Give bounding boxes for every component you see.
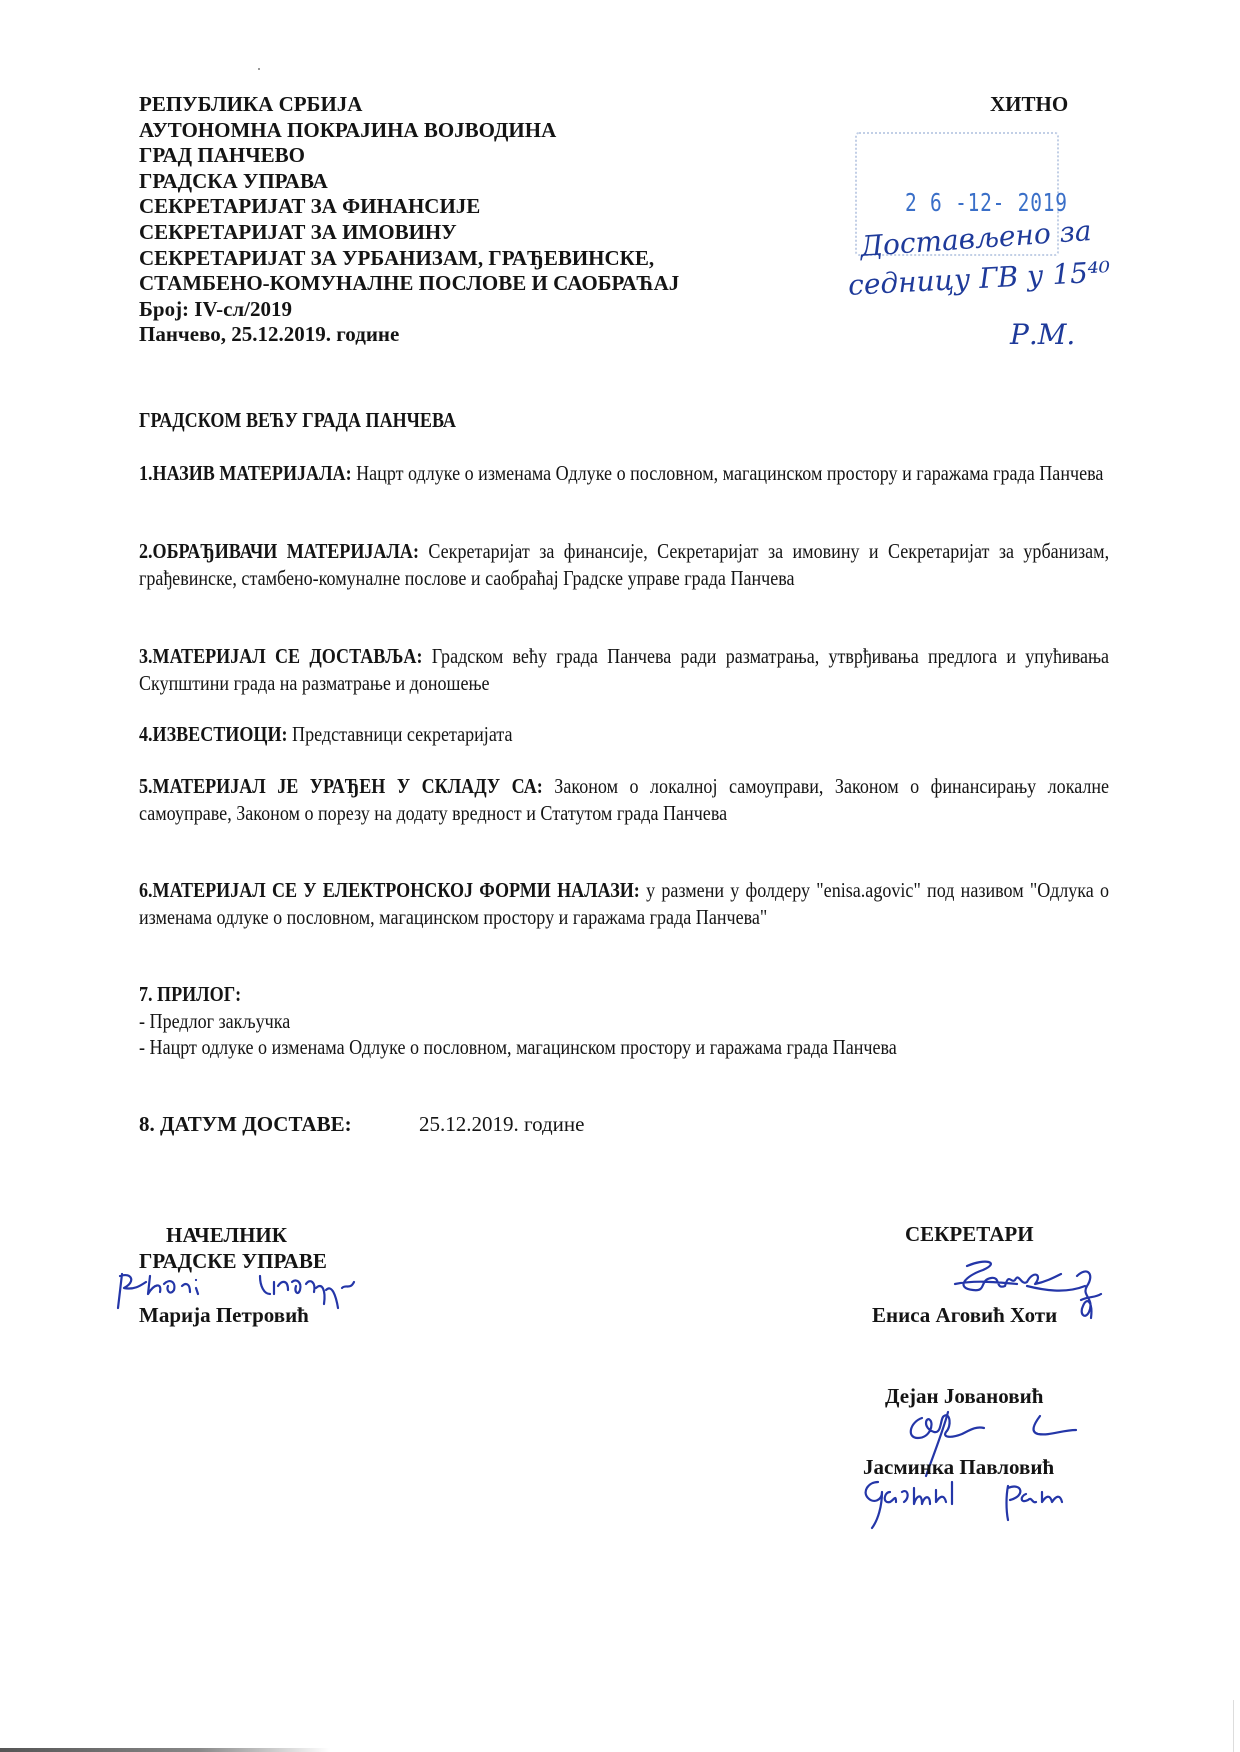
section-text: Градском већу града Панчева ради разматрања, утврђивања предлога и упућивања Скупштини града на разматрање и доношење [139,644,1110,695]
section-delivered-to [139,643,1109,696]
letterhead [139,92,679,348]
signatory-title: НАЧЕЛНИК [166,1223,287,1247]
secretaries-title: СЕКРЕТАРИ [905,1222,1034,1246]
attachment-item: - Нацрт одлуке о изменама Одлуке о пословном, магацинском простору и гаражама града Панчева [139,1035,897,1059]
section-label: 6.МАТЕРИЈАЛ СЕ У ЕЛЕКТРОНСКОЈ ФОРМИ НАЛАЗИ: [139,878,640,902]
handwritten-note: Достављено за [859,213,1093,264]
letterhead-line: АУТОНОМНА ПОКРАЈИНА ВОЈВОДИНА [139,117,557,142]
stamp-date: 2 6 -12- 2019 [905,188,1068,217]
section-text: Представници секретаријата [292,722,513,746]
section-label: 8. ДАТУМ ДОСТАВЕ: [139,1112,352,1136]
document-date: Панчево, 25.12.2019. године [139,322,400,347]
section-text: Законом о локалној самоуправи, Законом о финансирању локалне самоуправе, Законом о порезу на додату вредност и Статутом града Панчева [139,774,1110,825]
letterhead-line: ГРАД ПАНЧЕВО [139,143,305,168]
document-number: Број: IV-сл/2019 [139,296,293,321]
recipient-heading: ГРАДСКОМ ВЕЋУ ГРАДА ПАНЧЕВА [139,408,456,432]
section-text: Секретаријат за финансије, Секретаријат за имовину и Секретаријат за урбанизам, грађевинске, стамбено-комуналне послове и саобраћај Градске управе града Панчева [139,539,1110,590]
handwritten-initials: Р.М. [1010,318,1076,351]
section-label: 1.НАЗИВ МАТЕРИЈАЛА: [139,461,352,485]
section-reporters [139,721,1109,748]
letterhead-line: ГРАДСКА УПРАВА [139,168,328,193]
signatory-title: ГРАДСКЕ УПРАВЕ [139,1249,327,1273]
section-label: 3.МАТЕРИЈАЛ СЕ ДОСТАВЉА: [139,644,423,668]
attachment-item: - Предлог закључка [139,1008,291,1033]
section-text: у размени у фолдеру "enisa.agovic" под називом "Одлука о изменама одлуке о пословном, магацинском простору и гаражама града Панчева" [139,878,1110,929]
section-attachments [139,981,1109,1061]
handwritten-note: седницу ГВ у 15⁴⁰ [847,255,1112,302]
section-text: Нацрт одлуке о изменама Одлуке о пословном, магацинском простору и гаражама града Панчева [356,461,1104,485]
section-authors [139,538,1109,591]
section-delivery-date [139,1112,585,1137]
secretary-name: Ениса Аговић Хоти [872,1303,1058,1327]
secretary-name: Јасминка Павловић [863,1455,1055,1479]
signatory-name: Марија Петровић [139,1303,309,1327]
letterhead-line: СЕКРЕТАРИЈАТ ЗА ИМОВИНУ [139,219,457,244]
section-label: 4.ИЗВЕСТИОЦИ: [139,722,288,746]
delivery-date-value: 25.12.2019. године [419,1112,585,1136]
secretary-name: Дејан Јовановић [885,1384,1044,1408]
section-label: 7. ПРИЛОГ: [139,982,242,1006]
scan-speck [258,68,260,70]
section-label: 5.МАТЕРИЈАЛ ЈЕ УРАЂЕН У СКЛАДУ СА: [139,774,543,798]
urgent-label: ХИТНО [990,92,1069,116]
signature-petrovic [110,1268,410,1338]
section-material-name [139,460,1109,487]
letterhead-line: СЕКРЕТАРИЈАТ ЗА УРБАНИЗАМ, ГРАЂЕВИНСКЕ, [139,245,655,270]
scan-edge-line [1233,1700,1234,1752]
section-electronic-form [139,877,1109,930]
signature-pavlovic [860,1476,1100,1536]
letterhead-line: СТАМБЕНО-КОМУНАЛНЕ ПОСЛОВЕ И САОБРАЋАЈ [139,271,680,296]
signature-agovic-hoti [935,1256,1115,1346]
letterhead-line: РЕПУБЛИКА СРБИЈА [139,92,363,116]
scan-edge-shadow [0,1748,330,1752]
letterhead-line: СЕКРЕТАРИЈАТ ЗА ФИНАНСИЈЕ [139,194,481,219]
section-label: 2.ОБРАЂИВАЧИ МАТЕРИЈАЛА: [139,539,419,563]
section-legal-basis [139,773,1109,826]
